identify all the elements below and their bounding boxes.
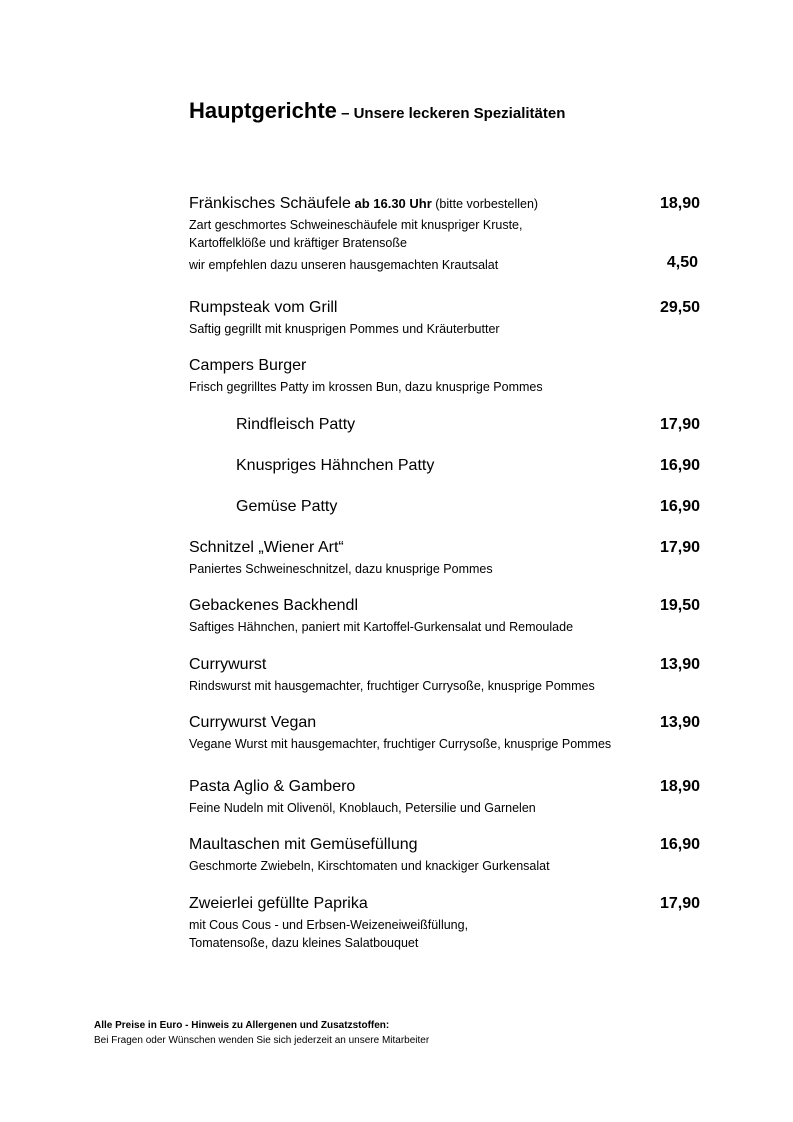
dish-description: mit Cous Cous - und Erbsen-Weizeneiweißfüllung, <box>189 918 469 932</box>
dish-description: Zart geschmortes Schweineschäufele mit knuspriger Kruste, <box>189 218 523 232</box>
dish-description: Geschmorte Zwiebeln, Kirschtomaten und knackiger Gurkensalat <box>189 859 550 873</box>
dish-price: 16,90 <box>659 498 700 515</box>
dish-name: Pasta Aglio & Gambero <box>189 778 356 795</box>
dish-description: Saftig gegrillt mit knusprigen Pommes und Kräuterbutter <box>189 322 500 336</box>
dish-availability: ab 16.30 Uhr <box>350 196 432 211</box>
dish-name: Rumpsteak vom Grill <box>189 299 338 316</box>
dish-description: Paniertes Schweineschnitzel, dazu knusprige Pommes <box>189 562 493 576</box>
dish-recommendation-price: 4,50 <box>666 254 698 271</box>
dish-name-schaeufele: Fränkisches Schäufele ab 16.30 Uhr (bitte vorbestellen) <box>189 195 539 212</box>
page-subtitle: – Unsere leckeren Spezialitäten <box>336 105 566 122</box>
dish-name: Currywurst <box>189 656 267 673</box>
dish-variant: Knuspriges Hähnchen Patty <box>236 457 435 474</box>
dish-description: Feine Nudeln mit Olivenöl, Knoblauch, Petersilie und Garnelen <box>189 801 536 815</box>
dish-description: Rindswurst mit hausgemachter, fruchtiger Currysoße, knusprige Pommes <box>189 679 595 693</box>
dish-price: 17,90 <box>659 895 700 912</box>
dish-price: 17,90 <box>659 539 700 556</box>
dish-price: 13,90 <box>659 714 700 731</box>
dish-price: 18,90 <box>659 195 700 212</box>
dish-name: Zweierlei gefüllte Paprika <box>189 895 368 912</box>
dish-name: Currywurst Vegan <box>189 714 317 731</box>
dish-recommendation: wir empfehlen dazu unseren hausgemachten Krautsalat <box>189 258 499 272</box>
page-heading <box>189 98 565 124</box>
dish-price: 16,90 <box>659 836 700 853</box>
dish-price: 19,50 <box>659 597 700 614</box>
dish-variant: Rindfleisch Patty <box>236 416 356 433</box>
footer-title: Alle Preise in Euro - Hinweis zu Allergenen und Zusatzstoffen: <box>94 1020 390 1031</box>
dish-description: Frisch gegrilltes Patty im krossen Bun, dazu knusprige Pommes <box>189 380 543 394</box>
dish-price: 29,50 <box>659 299 700 316</box>
dish-description: Vegane Wurst mit hausgemachter, fruchtiger Currysoße, knusprige Pommes <box>189 737 612 751</box>
dish-variant: Gemüse Patty <box>236 498 338 515</box>
dish-name: Campers Burger <box>189 357 307 374</box>
dish-description: Tomatensoße, dazu kleines Salatbouquet <box>189 936 419 950</box>
dish-description: Kartoffelklöße und kräftiger Bratensoße <box>189 236 407 250</box>
dish-name: Schnitzel „Wiener Art“ <box>189 539 344 556</box>
dish-description: Saftiges Hähnchen, paniert mit Kartoffel-Gurkensalat und Remoulade <box>189 620 574 634</box>
dish-price: 16,90 <box>659 457 700 474</box>
dish-price: 18,90 <box>659 778 700 795</box>
dish-note: (bitte vorbestellen) <box>431 197 539 211</box>
footer-text: Bei Fragen oder Wünschen wenden Sie sich jederzeit an unsere Mitarbeiter <box>94 1035 430 1046</box>
dish-price: 13,90 <box>659 656 700 673</box>
dish-name: Gebackenes Backhendl <box>189 597 358 614</box>
dish-price: 17,90 <box>659 416 700 433</box>
page-title: Hauptgerichte <box>189 98 337 123</box>
dish-name: Maultaschen mit Gemüsefüllung <box>189 836 418 853</box>
